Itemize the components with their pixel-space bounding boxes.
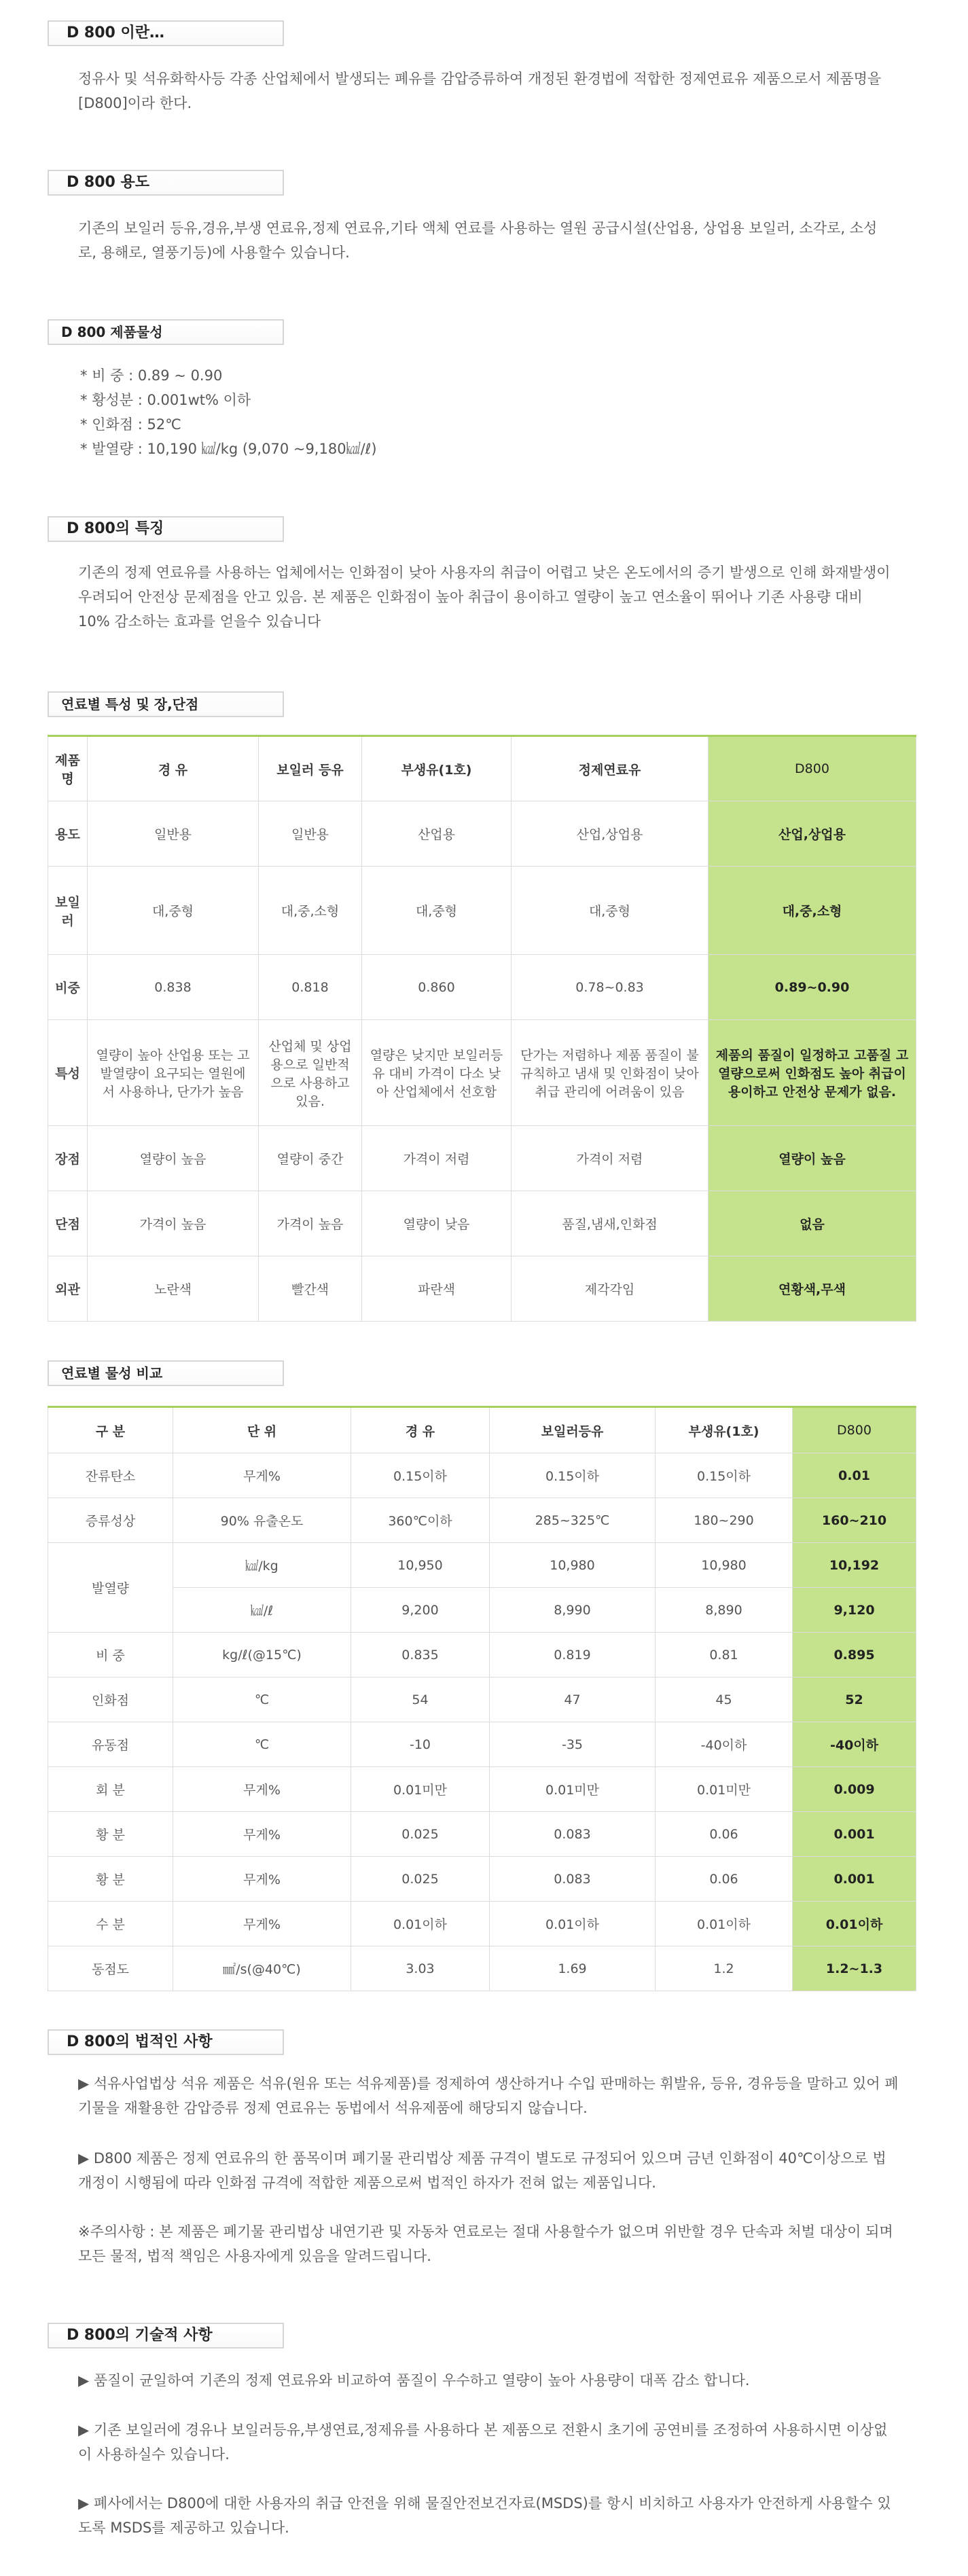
- table-cell: 빨간색: [259, 1256, 362, 1322]
- table-cell: 산업,상업용: [512, 801, 709, 867]
- table-header-row: [48, 1407, 916, 1453]
- table-cell: -10: [351, 1722, 490, 1767]
- table-cell: 0.01이하: [490, 1902, 656, 1946]
- table-row: [48, 1902, 916, 1946]
- table-row: [48, 1812, 916, 1857]
- table-cell: 54: [351, 1677, 490, 1722]
- table-row: [48, 1020, 916, 1126]
- tech-text-1: ▶ 품질이 균일하여 기존의 정제 연료유와 비교하여 품질이 우수하고 열량이 높아 사용량이 대폭 감소 합니다.: [78, 2372, 750, 2389]
- table-row: [48, 1588, 916, 1633]
- table-cell: 가격이 저렴: [512, 1126, 709, 1191]
- table-cell: 0.860: [362, 955, 512, 1020]
- table-cell: 0.835: [351, 1633, 490, 1677]
- usage-text: 기존의 보일러 등유,경유,부생 연료유,정제 연료유,기타 액체 연료를 사용하는 열원 공급시설(산업용, 상업용 보일러, 소각로, 소성로, 용해로, 열풍기등)에 사용할수 있습니다.: [78, 220, 878, 261]
- table-cell: 0.15이하: [490, 1453, 656, 1498]
- table-cell: ㎉/ℓ: [173, 1588, 351, 1633]
- row-header: 수 분: [48, 1902, 173, 1946]
- row-header: 외관: [48, 1256, 88, 1322]
- table-cell-d800: 9,120: [793, 1588, 916, 1633]
- table-cell: 0.01미만: [490, 1767, 656, 1812]
- table-row: [48, 1191, 916, 1256]
- col-header-d800: D800: [793, 1407, 916, 1453]
- row-header: 회 분: [48, 1767, 173, 1812]
- col-header: 보일러 등유: [259, 736, 362, 801]
- table-cell: 1.69: [490, 1946, 656, 1991]
- table-cell: 45: [656, 1677, 793, 1722]
- col-header-d800: D800: [709, 736, 916, 801]
- row-header: 특성: [48, 1020, 88, 1126]
- table-cell-d800: -40이하: [793, 1722, 916, 1767]
- table-row: [48, 1498, 916, 1543]
- table-cell: 열량이 낮음: [362, 1191, 512, 1256]
- table-cell-d800: 0.895: [793, 1633, 916, 1677]
- table-cell-d800: 0.001: [793, 1857, 916, 1902]
- tech-text-3: ▶ 폐사에서는 D800에 대한 사용자의 취급 안전을 위해 물질안전보건자료(MSDS)를 항시 비치하고 사용자가 안전하게 사용할수 있도록 MSDS를 제공하고 있습니다.: [78, 2495, 891, 2536]
- table-cell: -40이하: [656, 1722, 793, 1767]
- table-cell: 0.025: [351, 1857, 490, 1902]
- table-row: [48, 1722, 916, 1767]
- table-cell: 일반용: [259, 801, 362, 867]
- table-cell-d800: 대,중,소형: [709, 867, 916, 955]
- table-cell: 360℃이하: [351, 1498, 490, 1543]
- table-cell: 대,중형: [88, 867, 259, 955]
- row-header: 증류성상: [48, 1498, 173, 1543]
- table-cell: 285~325℃: [490, 1498, 656, 1543]
- table-cell: 가격이 저렴: [362, 1126, 512, 1191]
- table-cell: kg/ℓ(@15℃): [173, 1633, 351, 1677]
- row-header: 용도: [48, 801, 88, 867]
- property-comparison-table: [48, 1406, 916, 1991]
- row-header: 황 분: [48, 1857, 173, 1902]
- table-cell: 파란색: [362, 1256, 512, 1322]
- col-header: 정제연료유: [512, 736, 709, 801]
- table-cell: 0.818: [259, 955, 362, 1020]
- table-cell: 8,990: [490, 1588, 656, 1633]
- col-header: 경 유: [351, 1407, 490, 1453]
- table-cell-d800: 160~210: [793, 1498, 916, 1543]
- table-cell-d800: 1.2~1.3: [793, 1946, 916, 1991]
- table-cell: 제각각임: [512, 1256, 709, 1322]
- props-item: * 인화점 : 52℃: [80, 412, 377, 437]
- table-cell-d800: 0.001: [793, 1812, 916, 1857]
- table-cell: 0.819: [490, 1633, 656, 1677]
- col-header: 경 유: [88, 736, 259, 801]
- table-cell: 산업용: [362, 801, 512, 867]
- row-header: 보일러: [48, 867, 88, 955]
- table-cell: 열량은 낮지만 보일러등유 대비 가격이 다소 낮아 산업체에서 선호함: [362, 1020, 512, 1126]
- table-cell-d800: 0.009: [793, 1767, 916, 1812]
- table-cell: 3.03: [351, 1946, 490, 1991]
- intro-text: 정유사 및 석유화학사등 각종 산업체에서 발생되는 폐유를 감압증류하여 개정된 환경법에 적합한 정제연료유 제품으로서 제품명을 [D800]이라 한다.: [78, 71, 882, 111]
- table-cell: 0.01이하: [656, 1902, 793, 1946]
- table-cell: 가격이 높음: [259, 1191, 362, 1256]
- table-row: [48, 1946, 916, 1991]
- col-header: 제품명: [48, 736, 88, 801]
- table-cell: 0.083: [490, 1857, 656, 1902]
- table-row: [48, 1543, 916, 1588]
- row-header: 단점: [48, 1191, 88, 1256]
- table-cell: 열량이 높음: [88, 1126, 259, 1191]
- table-cell: 열량이 중간: [259, 1126, 362, 1191]
- section-title-usage: D 800 용도: [48, 170, 284, 196]
- table-cell: 일반용: [88, 801, 259, 867]
- table-row: [48, 1126, 916, 1191]
- table-row: [48, 1633, 916, 1677]
- table-row: [48, 1767, 916, 1812]
- table-cell: 대,중,소형: [259, 867, 362, 955]
- table-cell-d800: 52: [793, 1677, 916, 1722]
- legal-text-2: ▶ D800 제품은 정제 연료유의 한 품목이며 폐기물 관리법상 제품 규격이 별도로 규정되어 있으며 금년 인화점이 40℃이상으로 법 개정이 시행됨에 따라 인화점 규격에 적합한 제품으로써 법적인 하자가 전혀 없는 제품입니다.: [78, 2150, 886, 2191]
- row-header: 유동점: [48, 1722, 173, 1767]
- table-cell: 10,950: [351, 1543, 490, 1588]
- table-row: [48, 1256, 916, 1322]
- props-item: * 황성분 : 0.001wt% 이하: [80, 388, 377, 412]
- table-cell-d800: 0.01: [793, 1453, 916, 1498]
- section-title-compare2: 연료별 물성 비교: [48, 1360, 284, 1386]
- table-cell: 대,중형: [512, 867, 709, 955]
- table-cell: 0.025: [351, 1812, 490, 1857]
- table-cell: 가격이 높음: [88, 1191, 259, 1256]
- table-row: [48, 1857, 916, 1902]
- table-cell: ㎉/kg: [173, 1543, 351, 1588]
- table-cell-d800: 열량이 높음: [709, 1126, 916, 1191]
- row-header: 비 중: [48, 1633, 173, 1677]
- col-header: 단 위: [173, 1407, 351, 1453]
- table-cell-d800: 없음: [709, 1191, 916, 1256]
- table-cell: 무게%: [173, 1857, 351, 1902]
- row-header: 발열량: [48, 1543, 173, 1633]
- legal-notice: ※주의사항 : 본 제품은 폐기물 관리법상 내연기관 및 자동차 연료로는 절대 사용할수가 없으며 위반할 경우 단속과 처벌 대상이 되며 모든 물적, 법적 책임은 사용자에게 있음을 알려드립니다.: [78, 2224, 893, 2264]
- table-cell: 0.01미만: [351, 1767, 490, 1812]
- section-title-tech: D 800의 기술적 사항: [48, 2323, 284, 2348]
- table-cell: 무게%: [173, 1453, 351, 1498]
- table-cell: 8,890: [656, 1588, 793, 1633]
- table-cell: 산업체 및 상업용으로 일반적으로 사용하고있음.: [259, 1020, 362, 1126]
- table-cell-d800: 산업,상업용: [709, 801, 916, 867]
- table-cell-d800: 0.01이하: [793, 1902, 916, 1946]
- row-header: 장점: [48, 1126, 88, 1191]
- table-cell: 0.15이하: [351, 1453, 490, 1498]
- table-cell: 무게%: [173, 1767, 351, 1812]
- table-cell: 품질,냄새,인화점: [512, 1191, 709, 1256]
- table-header-row: [48, 736, 916, 801]
- table-cell: -35: [490, 1722, 656, 1767]
- row-header: 동점도: [48, 1946, 173, 1991]
- table-cell: 0.083: [490, 1812, 656, 1857]
- tech-text-2: ▶ 기존 보일러에 경유나 보일러등유,부생연료,정제유를 사용하다 본 제품으로 전환시 초기에 공연비를 조정하여 사용하시면 이상없이 사용하실수 있습니다.: [78, 2422, 888, 2463]
- table-row: [48, 955, 916, 1020]
- table-cell-d800: 연황색,무색: [709, 1256, 916, 1322]
- table-cell: 10,980: [490, 1543, 656, 1588]
- table-cell: 무게%: [173, 1902, 351, 1946]
- table-cell: 노란색: [88, 1256, 259, 1322]
- table-cell: 90% 유출온도: [173, 1498, 351, 1543]
- table-cell: 0.838: [88, 955, 259, 1020]
- props-item: * 비 중 : 0.89 ~ 0.90: [80, 363, 377, 388]
- col-header: 부생유(1호): [362, 736, 512, 801]
- row-header: 황 분: [48, 1812, 173, 1857]
- col-header: 부생유(1호): [656, 1407, 793, 1453]
- table-cell: 대,중형: [362, 867, 512, 955]
- table-cell: 0.15이하: [656, 1453, 793, 1498]
- table-row: [48, 867, 916, 955]
- table-row: [48, 1677, 916, 1722]
- table-cell: 0.01미만: [656, 1767, 793, 1812]
- row-header: 인화점: [48, 1677, 173, 1722]
- table-cell: 0.01이하: [351, 1902, 490, 1946]
- table-cell: ㎟/s(@40℃): [173, 1946, 351, 1991]
- table-cell: ℃: [173, 1677, 351, 1722]
- table-cell: 180~290: [656, 1498, 793, 1543]
- table-cell: 단가는 저렴하나 제품 품질이 불규칙하고 냄새 및 인화점이 낮아 취급 관리에 어려움이 있음: [512, 1020, 709, 1126]
- table-cell: 열량이 높아 산업용 또는 고발열량이 요구되는 열원에서 사용하나, 단가가 높음: [88, 1020, 259, 1126]
- section-title-intro: D 800 이란…: [48, 20, 284, 46]
- section-title-features: D 800의 특징: [48, 516, 284, 542]
- features-text: 기존의 정제 연료유를 사용하는 업체에서는 인화점이 낮아 사용자의 취급이 어렵고 낮은 온도에서의 증기 발생으로 인해 화재발생이 우려되어 안전상 문제점을 안고 있음. 본 제품은 인화점이 높아 취급이 용이하고 열량이 높고 연소율이 뛰어나 기존 사용량 대비 10% 감소하는 효과를 얻을수 있습니다: [78, 564, 891, 630]
- table-cell: ℃: [173, 1722, 351, 1767]
- table-cell: 47: [490, 1677, 656, 1722]
- table-cell: 9,200: [351, 1588, 490, 1633]
- props-item: * 발열량 : 10,190 ㎉/kg (9,070 ~9,180㎉/ℓ): [80, 437, 377, 461]
- col-header: 구 분: [48, 1407, 173, 1453]
- props-list: [80, 363, 377, 461]
- section-title-compare1: 연료별 특성 및 장,단점: [48, 691, 284, 717]
- legal-text-1: ▶ 석유사업법상 석유 제품은 석유(원유 또는 석유제품)를 정제하여 생산하거나 수입 판매하는 휘발유, 등유, 경유등을 말하고 있어 폐기물을 재활용한 감압증류 정제 연료유는 동법에서 석유제품에 해당되지 않습니다.: [78, 2075, 899, 2116]
- table-cell: 1.2: [656, 1946, 793, 1991]
- table-cell: 10,980: [656, 1543, 793, 1588]
- table-row: [48, 1453, 916, 1498]
- col-header: 보일러등유: [490, 1407, 656, 1453]
- table-row: [48, 801, 916, 867]
- table-cell: 0.06: [656, 1812, 793, 1857]
- table-cell-d800: 제품의 품질이 일정하고 고품질 고열량으로써 인화점도 높아 취급이 용이하고 안전상 문제가 없음.: [709, 1020, 916, 1126]
- table-cell: 무게%: [173, 1812, 351, 1857]
- fuel-comparison-table: [48, 735, 916, 1322]
- table-cell: 0.81: [656, 1633, 793, 1677]
- row-header: 비중: [48, 955, 88, 1020]
- table-cell-d800: 10,192: [793, 1543, 916, 1588]
- section-title-props: D 800 제품물성: [48, 319, 284, 345]
- table-cell: 0.78~0.83: [512, 955, 709, 1020]
- row-header: 잔류탄소: [48, 1453, 173, 1498]
- table-cell-d800: 0.89~0.90: [709, 955, 916, 1020]
- section-title-legal: D 800의 법적인 사항: [48, 2029, 284, 2055]
- table-cell: 0.06: [656, 1857, 793, 1902]
